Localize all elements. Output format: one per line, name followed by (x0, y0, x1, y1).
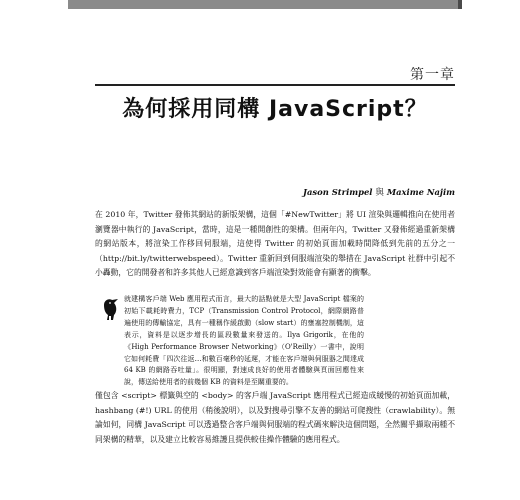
note-box (124, 294, 364, 389)
closing-paragraph: 僅包含 <script> 標籤與空的 <body> 的客戶端 JavaScript 應用程式已經造成緩慢的初始頁面加載，hashbang (#!) URL 的使用（稍後說明），以及對搜尋引擎不友善的網站可爬搜性（crawlability）。無論如何，同構 JavaScript 可以透過整合客戶端與伺服端的程式碼來解決這個問題，全然關乎擷取兩種不同架構的精華，以及建立比較容易維護且提供較佳操作體驗的應用程式。 (95, 391, 455, 444)
top-bar-accent (458, 0, 462, 9)
top-bar (68, 0, 458, 9)
author-second: Maxime Najim (386, 187, 455, 197)
chapter-rule (95, 84, 455, 86)
crow-note-icon (100, 295, 122, 321)
intro-paragraph: 在 2010 年，Twitter 發佈其網站的新版架構，這個「#NewTwitter」將 UI 渲染與邏輯推向在使用者瀏覽器中執行的 JavaScript，當時，這是一種開創性的架構。但兩年內，Twitter 又發佈經過重新架構的網站版本，將渲染工作移回伺服端，這使得 Twitter 的初始頁面加載時間降低到先前的五分之一（http://bit.ly/twitterwebspeed）。Twitter 重新回到伺服端渲染的舉措在 JavaScript 社群中引起不小轟動，它的開發者和許多其他人已經意識到客戶端渲染對效能會有顯著的衝擊。 (95, 210, 455, 277)
authors (303, 186, 455, 198)
author-conjunction: 與 (375, 187, 384, 197)
note-text: 就建構客戶端 Web 應用程式而言，最大的話點就是大型 JavaScript 檔案的初始下載耗時費力，TCP（Transmission Control Protocol，網際網路普遍使用的傳輸協定，具有一種稱作緩啟動（slow start）的壅塞控制機制，這表示，資料是以逐步增長的區段數量來發送的。Ilya Grigorik，在他的《High Performance Browser Networking》（O'Reilly）一書中，說明它如何耗費「四次往返…和數百毫秒的延遲，才能在客戶端與伺服器之間達成 64 KB 的網路吞吐量」。很明顯，對速成良好的使用者體驗與頁面回應性來說，傳送給使用者的前幾個 KB 的資料是至關重要的。 (124, 295, 364, 387)
author-first: Jason Strimpel (303, 187, 373, 197)
chapter-label: 第一章 (410, 67, 455, 83)
chapter-title: 為何採用同構 JavaScript？ (122, 97, 428, 122)
